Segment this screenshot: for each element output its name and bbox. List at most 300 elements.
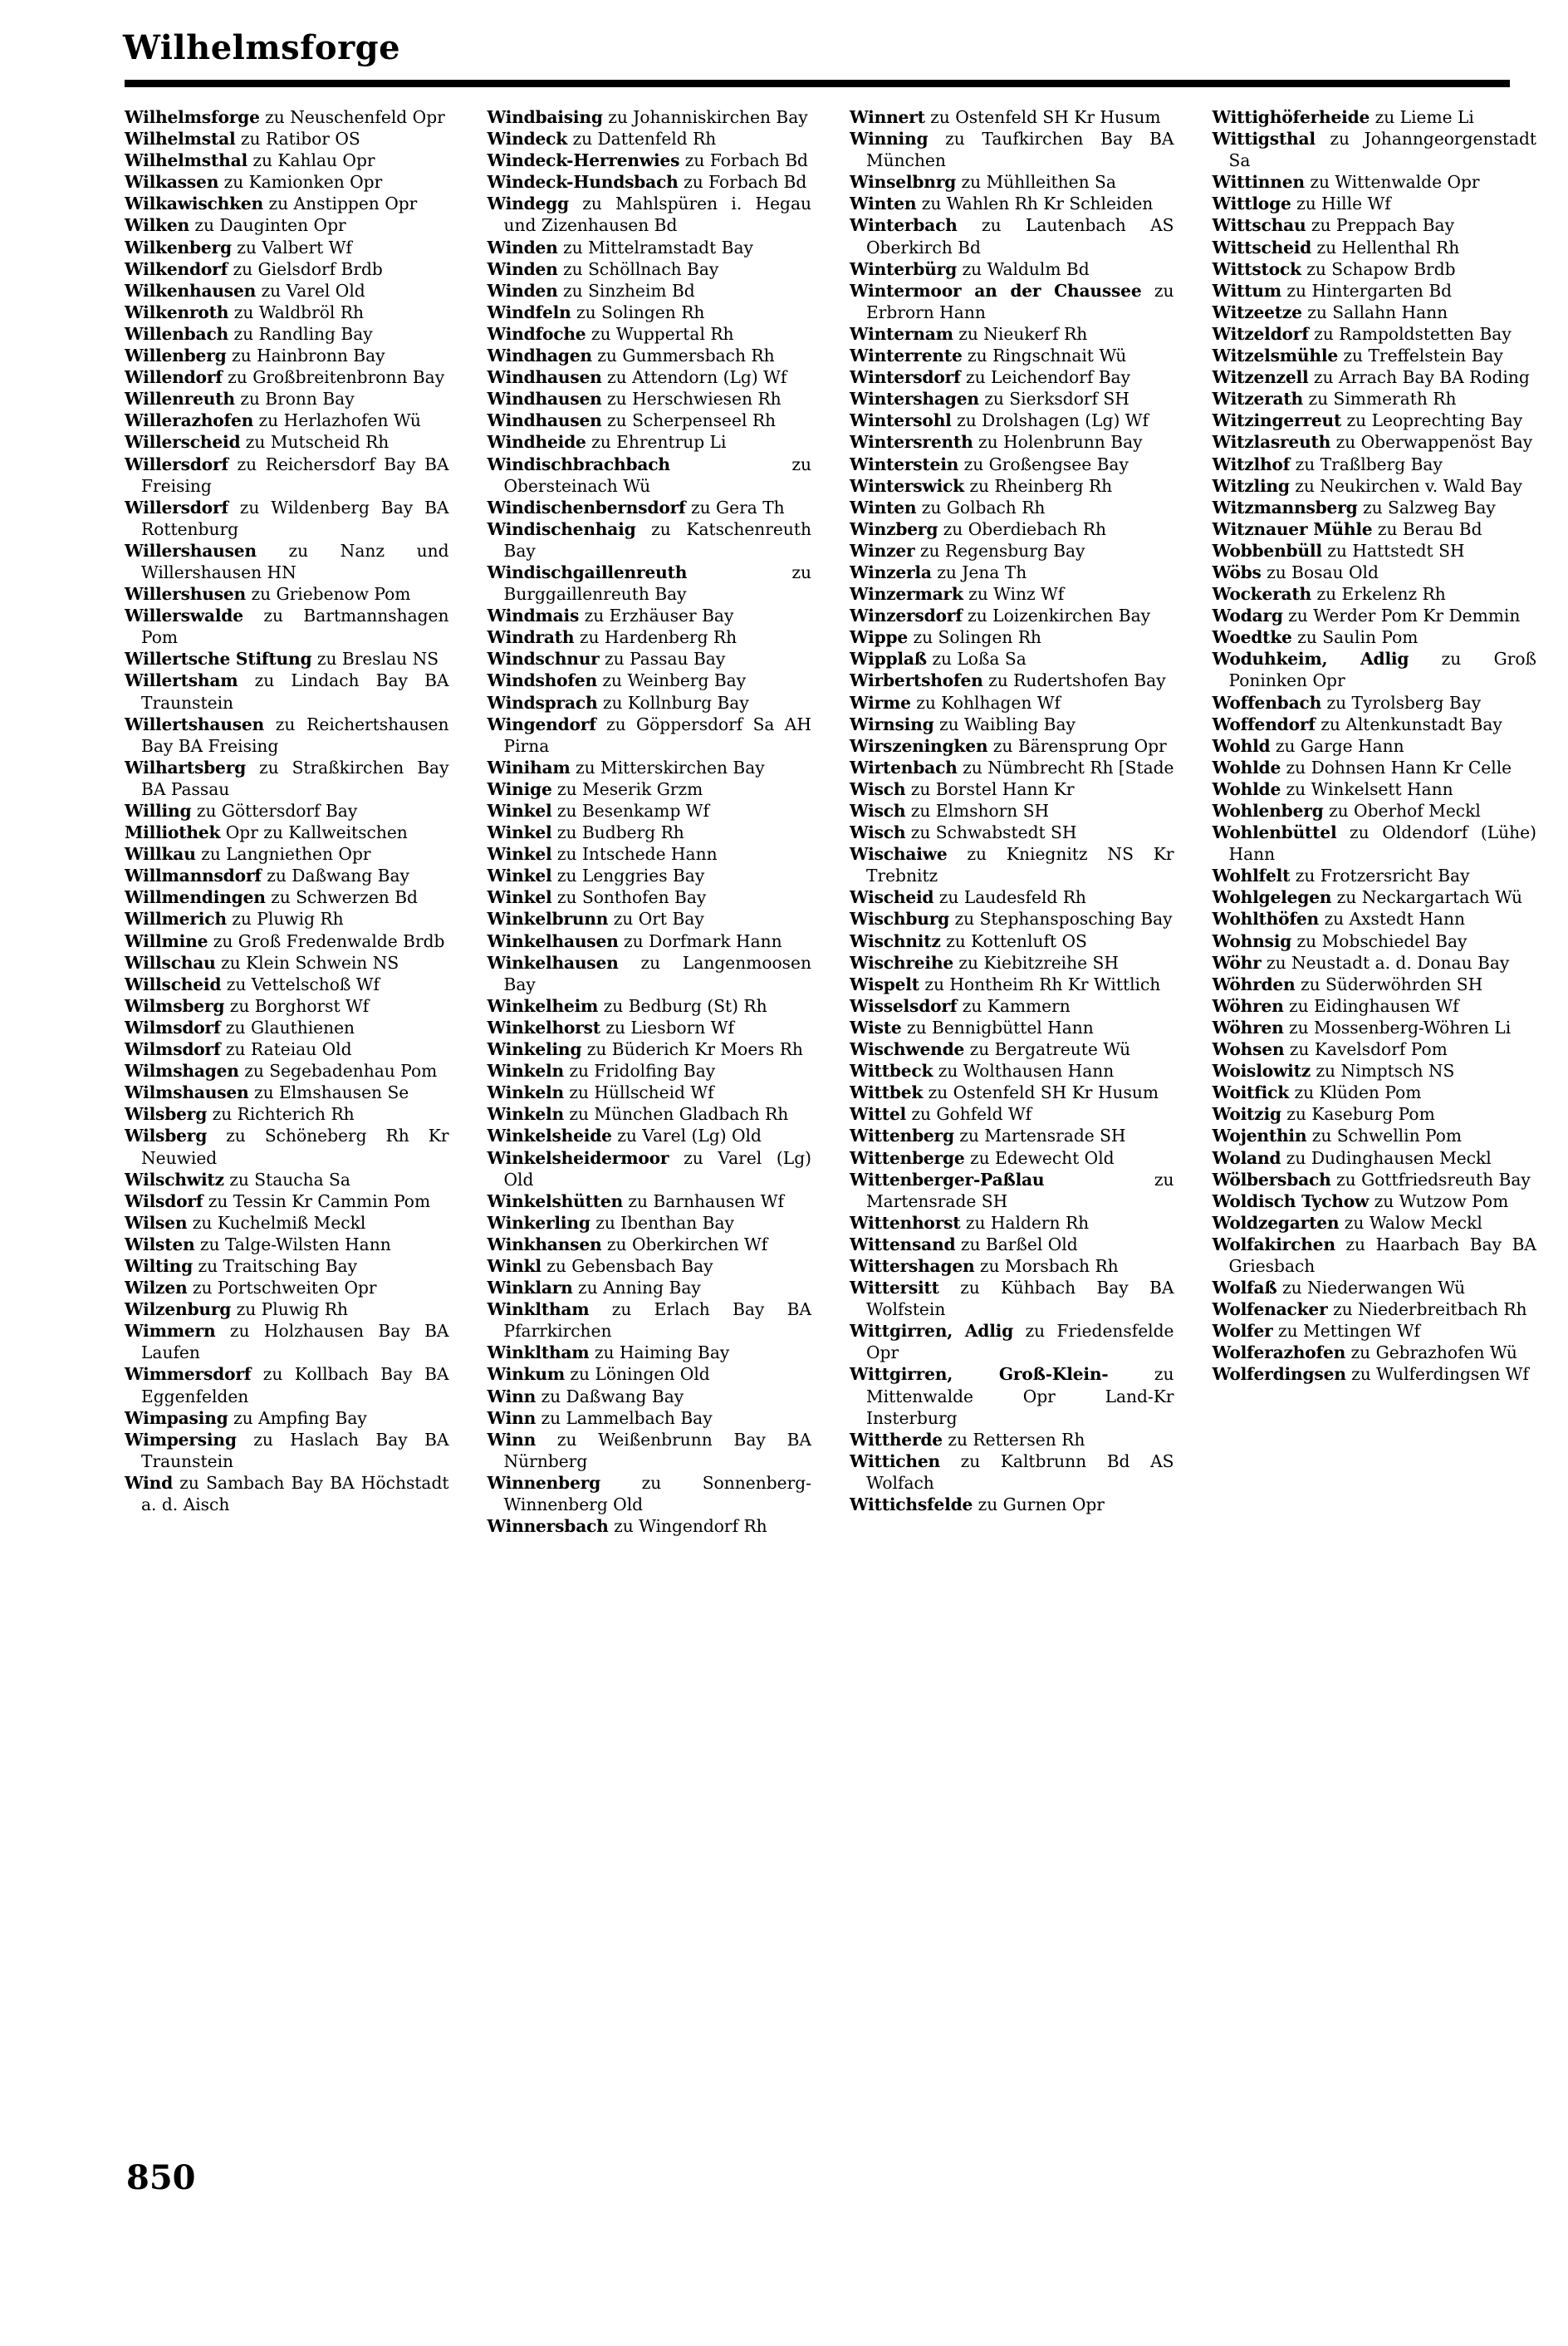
entry-headword: Winkel [487,801,552,821]
dictionary-entry [125,237,449,258]
entry-reference: zu Groß Poninken Opr [1228,649,1536,691]
entry-headword: Wilmshagen [125,1061,239,1082]
entry-reference: zu Breslau NS [316,649,439,670]
entry-reference: zu Dudinghausen Meckl [1286,1147,1492,1168]
dictionary-entry [125,345,449,366]
entry-reference: zu Axstedt Hann [1324,909,1465,930]
entry-reference: zu Wingendorf Rh [614,1516,767,1537]
dictionary-entry [125,908,449,930]
entry-headword: Wilkassen [125,172,219,193]
entry-reference: zu Mettingen Wf [1278,1321,1420,1342]
entry-headword: Witzlasreuth [1212,432,1331,453]
dictionary-entry [125,540,449,583]
entry-reference: zu Hellenthal Rh [1316,237,1460,258]
entry-headword: Winkelshütten [487,1190,623,1211]
entry-reference: zu Solingen Rh [576,302,705,322]
entry-headword: Wilting [125,1255,194,1276]
entry-headword: Winternam [850,323,953,344]
entry-headword: Windrath [487,627,575,648]
dictionary-entry [488,1298,812,1342]
entry-headword: Wischaiwe [850,844,948,865]
entry-reference: zu Lautenbach AS Oberkirch Bd [866,215,1174,258]
entry-reference: zu Eidinghausen Wf [1289,995,1459,1016]
entry-reference: zu Johanngeorgenstadt Sa [1228,129,1537,171]
entry-reference: zu Winz Wf [968,584,1065,605]
entry-reference: zu Wulferdingsen Wf [1351,1364,1529,1385]
entry-reference: zu Reichersdorf Bay BA Freising [141,454,449,496]
entry-reference: zu Saulin Pom [1297,627,1419,648]
entry-reference: zu Wildenberg Bay BA Rottenburg [141,497,449,539]
entry-headword: Winterbürg [850,258,958,279]
dictionary-entry [850,1363,1174,1428]
dictionary-entry [1213,1298,1537,1320]
dictionary-entry [850,778,1174,800]
dictionary-entry [488,518,812,562]
dictionary-entry [1213,778,1537,800]
dictionary-entry [1213,822,1537,865]
entry-reference: zu Scherpenseel Rh [607,410,777,431]
dictionary-entry [488,193,812,236]
entry-headword: Wilsberg [125,1126,208,1146]
running-head [123,28,1568,78]
entry-reference: zu Barnhausen Wf [628,1190,784,1211]
entry-headword: Winkel [487,822,552,843]
dictionary-entry [1213,388,1537,410]
entry-headword: Winnenberg [487,1472,601,1493]
dictionary-entry [125,865,449,886]
entry-headword: Wojenthin [1212,1126,1307,1146]
entry-headword: Winzberg [850,518,938,539]
entry-reference: zu Langenmoosen Bay [503,952,811,994]
dictionary-entry [1213,475,1537,497]
dictionary-entry [1213,908,1537,930]
dictionary-entry [488,1212,812,1234]
dictionary-entry [125,410,449,431]
entry-reference: zu Göppersdorf Sa AH Pirna [503,714,811,756]
entry-reference: zu Dorfmark Hann [624,930,782,951]
entry-reference: zu Haslach Bay BA Traunstein [141,1429,449,1471]
entry-headword: Winkhansen [487,1234,602,1254]
entry-headword: Wirbertshofen [850,670,983,691]
dictionary-entry [125,366,449,388]
entry-headword: Wolfaß [1212,1278,1277,1298]
entry-reference: zu Jena Th [937,562,1027,582]
entry-reference: zu Göttersdorf Bay [196,801,358,821]
entry-reference: zu Glauthienen [225,1017,355,1038]
dictionary-entry [488,1234,812,1255]
entry-headword: Wimmersdorf [125,1364,252,1385]
entry-reference: zu Passau Bay [605,649,726,670]
entry-headword: Witzling [1212,475,1290,496]
dictionary-entry [488,1103,812,1125]
entry-reference: zu Loizenkirchen Bay [968,606,1151,626]
entry-headword: Wohlde [1212,757,1281,778]
dictionary-entry [1213,626,1537,648]
entry-headword: Winkltham [487,1299,590,1320]
entry-reference: zu Kniegnitz NS Kr Trebnitz [866,844,1174,886]
entry-reference: zu Lenggries Bay [556,866,705,886]
entry-headword: Wöhren [1212,1017,1284,1038]
dictionary-entry [1213,974,1537,995]
entry-reference: zu Nümbrecht Rh [963,757,1114,778]
dictionary-entry [1213,1277,1537,1298]
entry-reference: zu Lieme Li [1374,107,1474,127]
dictionary-entry [1213,258,1537,280]
entry-headword: Willersdorf [125,454,228,474]
dictionary-entry [1213,1342,1537,1363]
entry-headword: Winn [487,1407,537,1428]
entry-headword: Wilhartsberg [125,757,247,778]
entry-headword: Winning [850,129,929,150]
entry-reference: zu Erbrorn Hann [866,280,1174,322]
entry-headword: Wittbek [850,1082,924,1103]
entry-reference: zu Rampoldstetten Bay [1314,323,1512,344]
entry-reference: zu Oberdiebach Rh [943,518,1107,539]
dictionary-entry [125,843,449,865]
entry-reference: zu Rettersen Rh [948,1429,1085,1450]
dictionary-entry [850,1277,1174,1320]
dictionary-entry [1213,431,1537,453]
entry-headword: Windhausen [487,367,602,388]
entry-reference: zu Mobschiedel Bay [1296,930,1468,951]
entry-headword: Wittichen [850,1450,940,1471]
dictionary-entry [125,1255,449,1277]
entry-reference: zu Gebrazhofen Wü [1350,1342,1517,1363]
entry-headword: Winkerling [487,1212,590,1233]
entry-reference: zu Tessin Kr Cammin Pom [208,1190,431,1211]
dictionary-entry [850,497,1174,518]
dictionary-entry [850,692,1174,714]
dictionary-entry [125,1169,449,1190]
dictionary-entry [488,1386,812,1407]
entry-headword: Milliothek [125,822,221,843]
entry-reference: zu Staucha Sa [229,1169,350,1190]
entry-reference: zu Talge-Wilsten Hann [199,1234,391,1254]
dictionary-entry [125,106,449,128]
dictionary-entry [1213,930,1537,952]
dictionary-entry [1213,692,1537,714]
entry-reference: zu Waibling Bay [938,714,1076,734]
entry-headword: Winkeln [487,1082,564,1103]
entry-reference: zu Gera Th [690,497,785,518]
entry-reference: zu Randling Bay [233,323,373,344]
entry-headword: Wintersrenth [850,432,973,453]
entry-reference: zu Traitsching Bay [198,1255,357,1276]
entry-headword: Wittgirren, Groß-Klein- [850,1364,1109,1385]
entry-reference: zu Nanz und Willershausen HN [141,540,449,582]
dictionary-entry [850,454,1174,475]
entry-headword: Willmannsdorf [125,866,262,886]
dictionary-entry [850,388,1174,410]
dictionary-entry [850,280,1174,323]
entry-headword: Willershusen [125,584,247,605]
entry-reference: zu Valbert Wf [237,237,352,258]
entry-reference: zu Solingen Rh [913,627,1041,648]
dictionary-entry [125,583,449,605]
dictionary-entry [125,258,449,280]
dictionary-entry [850,1038,1174,1060]
dictionary-entry [488,843,812,865]
dictionary-entry [488,692,812,714]
dictionary-entry [1213,1147,1537,1169]
entry-reference: zu Erlach Bay BA Pfarrkirchen [503,1299,812,1342]
entry-headword: Wolfer [1212,1321,1273,1342]
header-rule [125,80,1510,87]
entry-reference: zu Anstippen Opr [268,194,418,214]
entry-headword: Winkltham [487,1342,590,1363]
entry-headword: Winkelsheide [487,1126,612,1146]
dictionary-entry [850,843,1174,886]
dictionary-entry [850,735,1174,757]
entry-reference: zu Hainbronn Bay [231,346,385,366]
dictionary-entry [1213,193,1537,214]
entry-headword: Wischeid [850,887,934,908]
dictionary-entry [850,214,1174,258]
entry-headword: Woldisch Tychow [1212,1190,1370,1211]
entry-headword: Wilhelmstal [125,129,236,150]
dictionary-entry [125,995,449,1017]
dictionary-entry [1213,1363,1537,1385]
entry-headword: Woduhkeim, Adlig [1212,649,1409,670]
dictionary-entry [1213,214,1537,236]
entry-headword: Winterswick [850,475,964,496]
entry-reference: zu Borghorst Wf [229,995,370,1016]
entry-headword: Wodarg [1212,606,1283,626]
dictionary-entry [1213,583,1537,605]
entry-reference: zu Herschwiesen Rh [607,389,782,410]
entry-headword: Witzingerreut [1212,410,1342,431]
entry-reference: zu Lammelbach Bay [541,1407,713,1428]
dictionary-entry [1213,497,1537,518]
dictionary-entry [488,150,812,171]
dictionary-entry [850,757,1174,778]
entry-headword: Wirme [850,692,911,713]
entry-reference: zu Weißenbrunn Bay BA Nürnberg [503,1429,811,1471]
text-columns [125,106,1536,2133]
entry-headword: Winkelhausen [487,930,619,951]
entry-reference: zu Oldendorf (Lühe) Hann [1228,822,1537,865]
entry-headword: Wittscheid [1212,237,1312,258]
entry-reference: zu Niederwangen Wü [1281,1278,1466,1298]
entry-headword: Wohlenbüttel [1212,822,1337,843]
dictionary-entry [125,1234,449,1255]
dictionary-entry [125,930,449,952]
dictionary-entry [125,214,449,236]
entry-headword: Windhausen [487,410,602,431]
entry-reference: zu Gummersbach Rh [597,346,775,366]
dictionary-entry [125,1298,449,1320]
dictionary-entry [1213,280,1537,302]
dictionary-entry [125,648,449,670]
entry-headword: Winklarn [487,1278,573,1298]
entry-headword: Willersdorf [125,497,228,518]
dictionary-entry [488,1515,812,1537]
dictionary-entry [488,626,812,648]
entry-reference: zu Kiebitzreihe SH [958,952,1119,973]
entry-headword: Witzelsmühle [1212,346,1338,366]
dictionary-entry [125,431,449,453]
entry-headword: Windfoche [487,323,586,344]
dictionary-entry [488,1082,812,1103]
entry-headword: Willerazhofen [125,410,254,431]
entry-reference: zu Haiming Bay [594,1342,730,1363]
entry-headword: Winzermark [850,584,963,605]
entry-reference: Opr zu Kallweitschen [225,822,408,843]
entry-headword: Wittgirren, Adlig [850,1321,1014,1342]
entry-headword: Wohsen [1212,1039,1285,1060]
entry-reference: zu Pluwig Rh [232,909,344,930]
entry-reference: zu Schapow Brdb [1306,258,1456,279]
entry-headword: Willertsche Stiftung [125,649,312,670]
entry-headword: Willertsham [125,670,238,691]
dictionary-entry [1213,237,1537,258]
entry-headword: Woitfick [1212,1082,1290,1103]
entry-headword: Winkeling [487,1039,582,1060]
entry-headword: Wilmshausen [125,1082,249,1103]
dictionary-entry [488,280,812,302]
entry-reference: zu Arrach Bay BA Roding [1313,367,1530,388]
entry-reference: zu Bärensprung Opr [992,735,1167,756]
dictionary-entry [125,388,449,410]
entry-reference: zu Winkelsett Hann [1286,778,1453,799]
dictionary-entry [850,128,1174,171]
dictionary-entry [125,323,449,345]
entry-reference: zu Ringschnait Wü [968,346,1127,366]
dictionary-entry [850,171,1174,193]
entry-reference: zu Groß Fredenwalde Brdb [213,930,445,951]
entry-headword: Windeck [487,129,568,150]
entry-headword: Wilsberg [125,1104,208,1125]
dictionary-entry [1213,454,1537,475]
entry-reference: zu Hüllscheid Wf [569,1082,714,1103]
dictionary-entry [850,1429,1174,1450]
entry-reference: zu Büderich Kr Moers Rh [586,1039,803,1060]
entry-headword: Willenreuth [125,389,235,410]
entry-headword: Wittenhorst [850,1212,961,1233]
entry-headword: Wobbenbüll [1212,540,1322,561]
dictionary-entry [125,605,449,648]
dictionary-entry [1213,714,1537,735]
entry-reference: zu Niederbreitbach Rh [1332,1299,1527,1320]
entry-reference: zu Simmerath Rh [1308,389,1457,410]
dictionary-entry [1213,540,1537,562]
entry-headword: Winterbach [850,215,958,236]
entry-headword: Wirtenbach [850,757,958,778]
entry-reference: zu Werder Pom Kr Demmin [1288,606,1521,626]
entry-reference: zu Laudesfeld Rh [938,887,1086,908]
entry-reference: zu Obersteinach Wü [503,454,811,496]
entry-reference: zu Katschenreuth Bay [503,518,811,561]
entry-reference: zu Berau Bd [1377,518,1482,539]
entry-headword: Witzenzell [1212,367,1309,388]
entry-headword: Winn [487,1386,537,1406]
dictionary-entry [850,930,1174,952]
dictionary-entry [1213,410,1537,431]
dictionary-entry [850,345,1174,366]
dictionary-entry [1213,323,1537,345]
entry-headword: Windsprach [487,692,598,713]
entry-reference: zu Kottenluft OS [946,930,1087,951]
dictionary-entry [850,1494,1174,1515]
entry-reference: zu Taufkirchen Bay BA München [866,129,1174,171]
dictionary-entry [488,822,812,843]
column-2 [488,106,812,1537]
entry-reference: zu Weinberg Bay [602,670,747,691]
dictionary-entry [850,952,1174,974]
entry-headword: Wirszeningken [850,735,988,756]
entry-reference: zu Anning Bay [578,1278,701,1298]
dictionary-entry [125,1038,449,1060]
entry-reference: zu Dattenfeld Rh [572,129,717,150]
entry-headword: Wintersdorf [850,367,961,388]
entry-reference: zu Richterich Rh [212,1104,355,1125]
dictionary-entry [125,1017,449,1038]
entry-reference: zu Hardenberg Rh [579,627,737,648]
dictionary-entry [1213,366,1537,388]
dictionary-entry [850,1125,1174,1146]
dictionary-entry [850,258,1174,280]
entry-headword: Wischburg [850,909,950,930]
entry-reference: zu Daßwang Bay [541,1386,684,1406]
dictionary-entry [850,974,1174,995]
dictionary-entry [488,1125,812,1146]
entry-headword: Wittel [850,1104,906,1125]
entry-reference: zu Walow Meckl [1344,1212,1482,1233]
entry-headword: Wimpasing [125,1407,228,1428]
entry-headword: Wimpersing [125,1429,237,1450]
entry-headword: Willershausen [125,540,257,561]
dictionary-entry [125,1060,449,1082]
entry-headword: Windischenbernsdorf [487,497,686,518]
dictionary-entry [1213,1103,1537,1125]
entry-headword: Woffenbach [1212,692,1322,713]
entry-reference: zu Morsbach Rh [979,1255,1119,1276]
entry-reference: zu Neuschenfeld Opr [265,107,445,127]
entry-headword: Winkeln [487,1104,564,1125]
dictionary-entry [125,1125,449,1168]
dictionary-entry [850,1147,1174,1169]
entry-headword: Wilsdorf [125,1190,203,1211]
entry-headword: Wilkenhausen [125,280,257,301]
entry-headword: Windhausen [487,389,602,410]
dictionary-entry [125,1103,449,1125]
entry-headword: Wöhrden [1212,974,1296,994]
entry-headword: Windhagen [487,346,592,366]
entry-headword: Winige [487,778,552,799]
entry-reference: zu Besenkamp Wf [556,801,710,821]
entry-reference: zu Kaseburg Pom [1286,1104,1435,1125]
dictionary-entry [488,952,812,995]
entry-reference: zu Sambach Bay BA Höchstadt a. d. Aisch [141,1472,449,1514]
entry-reference: zu Mitterskirchen Bay [575,757,765,778]
entry-reference: zu Sonnenberg-Winnenberg Old [503,1472,811,1514]
entry-headword: Windegg [487,194,569,214]
dictionary-entry [850,626,1174,648]
entry-headword: Wischreihe [850,952,953,973]
column-1 [125,106,449,1515]
dictionary-entry [125,1277,449,1298]
dictionary-entry [1213,1060,1537,1082]
entry-headword: Wolferazhofen [1212,1342,1346,1363]
entry-reference: zu Kühbach Bay BA Wolfstein [866,1278,1174,1320]
entry-reference: zu Nimptsch NS [1316,1061,1455,1082]
entry-reference: zu Martensrade SH [959,1126,1126,1146]
entry-reference: zu Bennigbüttel Hann [906,1017,1094,1038]
entry-headword: Wilkawischken [125,194,264,214]
entry-headword: Winkelheim [487,995,599,1016]
dictionary-entry [488,454,812,497]
entry-headword: Wintermoor an der Chaussee [850,280,1142,301]
